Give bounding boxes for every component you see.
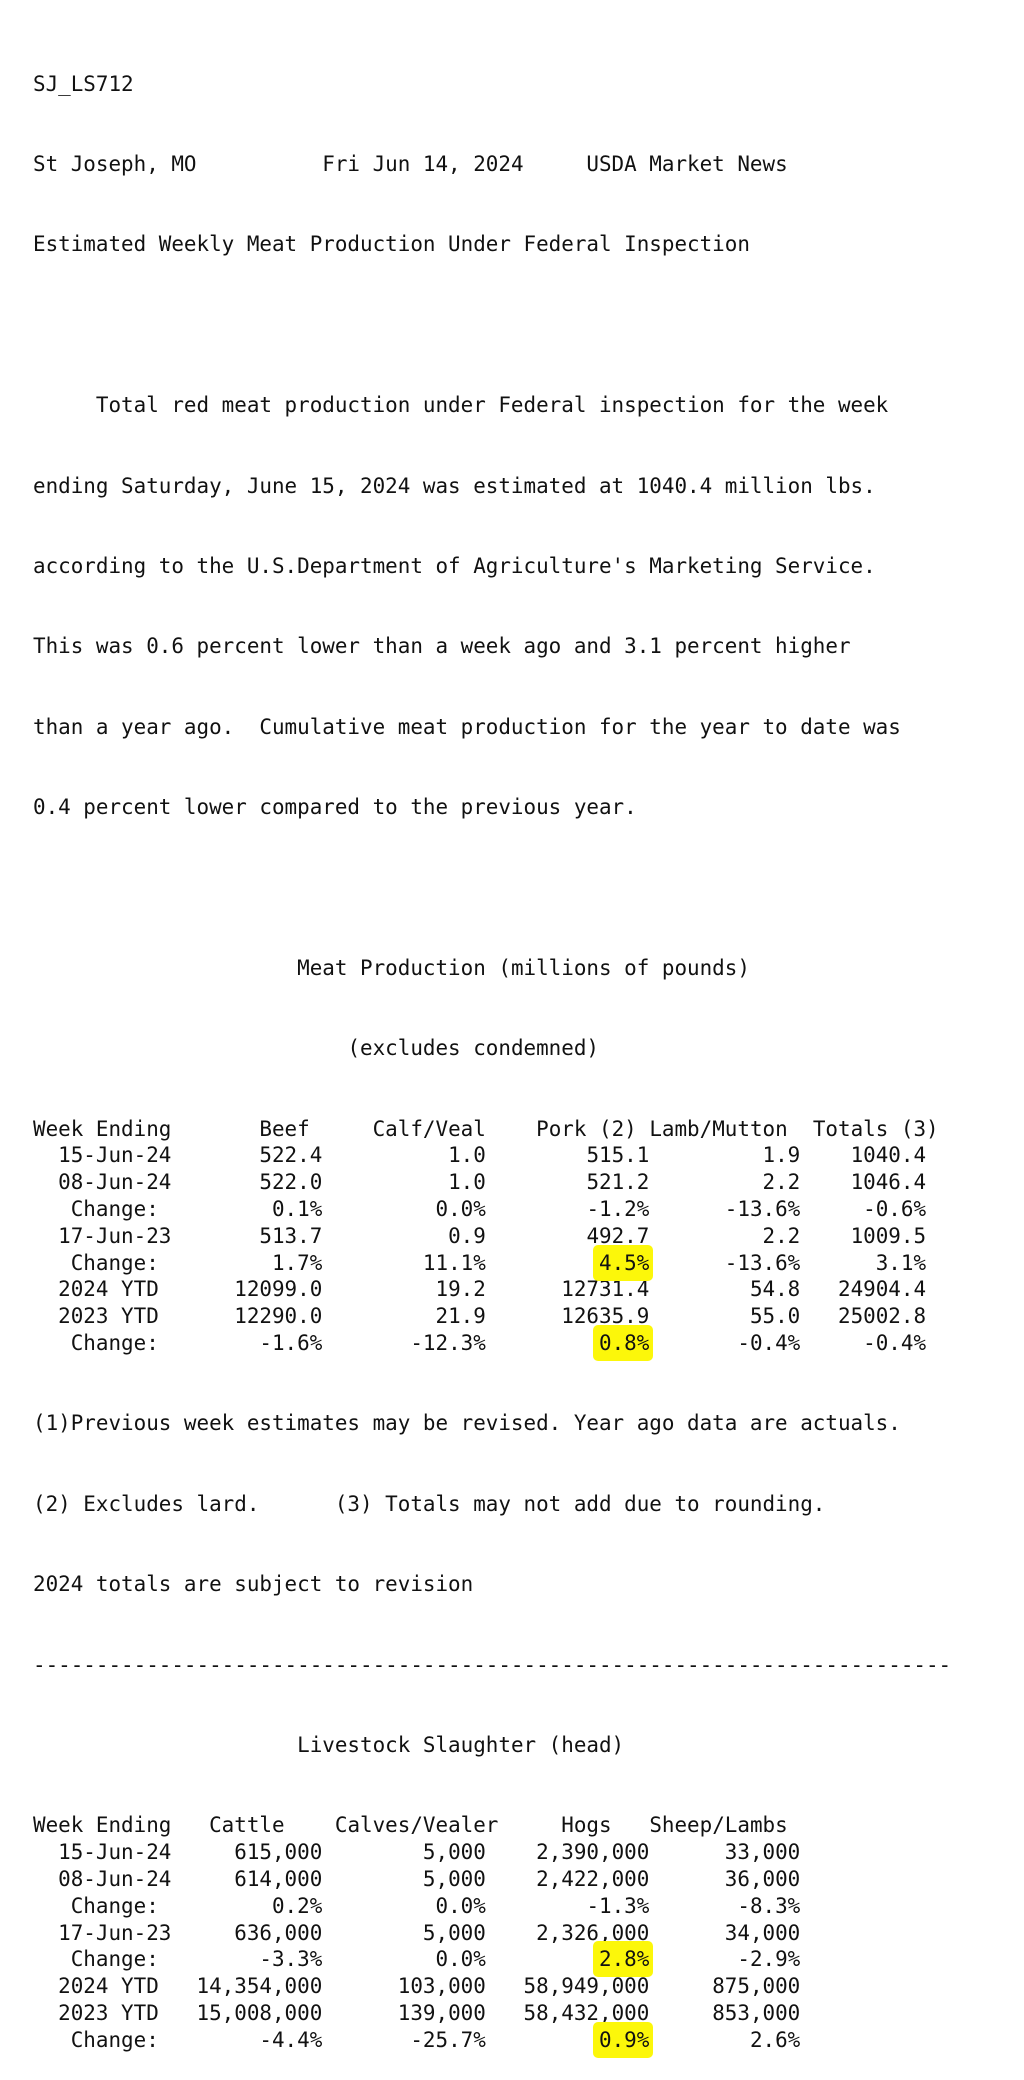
meat-header-row xyxy=(33,1116,951,1143)
livestock-cell: 2.6% xyxy=(749,2027,801,2052)
header-line xyxy=(33,151,951,178)
meat-row xyxy=(33,1303,951,1330)
livestock-cell: 33,000 xyxy=(724,1840,801,1865)
livestock-cell: 58,949,000 xyxy=(523,1974,650,1999)
livestock-column-header: Cattle xyxy=(209,1813,285,1838)
meat-row-label: 15-Jun-24 xyxy=(58,1143,172,1168)
livestock-cell: 875,000 xyxy=(712,1974,801,1999)
meat-production-table xyxy=(33,1116,951,1357)
meat-cell: 55.0 xyxy=(749,1304,801,1329)
livestock-column-header: Week Ending xyxy=(33,1813,172,1838)
summary-line: This was 0.6 percent lower than a week ago and 3.1 percent higher xyxy=(33,634,851,659)
meat-cell: 19.2 xyxy=(435,1277,486,1302)
meat-cell: 515.1 xyxy=(586,1143,650,1168)
market-news-report xyxy=(33,17,951,2080)
meat-cell: 54.8 xyxy=(749,1277,801,1302)
meat-cell: 24904.4 xyxy=(838,1277,927,1302)
meat-cell: 1.0 xyxy=(448,1170,486,1195)
livestock-header-row xyxy=(33,1812,951,1839)
livestock-cell: 0.0% xyxy=(435,1893,486,1918)
livestock-column-header: Sheep/Lambs xyxy=(649,1813,788,1838)
livestock-row xyxy=(33,1866,951,1893)
meat-cell: 1.0 xyxy=(448,1143,486,1168)
livestock-row-label: Change: xyxy=(70,1893,159,1918)
livestock-slaughter-title: Livestock Slaughter (head) xyxy=(297,1733,625,1757)
livestock-row xyxy=(33,1973,951,2000)
livestock-cell: -25.7% xyxy=(410,2027,486,2052)
livestock-cell: -3.3% xyxy=(259,1947,323,1972)
meat-column-header: Totals (3) xyxy=(812,1116,939,1141)
livestock-cell: -4.4% xyxy=(259,2027,323,2052)
meat-cell: 3.1% xyxy=(875,1250,927,1275)
meat-cell: 12290.0 xyxy=(234,1304,323,1329)
meat-cell: 522.4 xyxy=(259,1143,323,1168)
meat-row-label: 2024 YTD xyxy=(58,1277,159,1302)
meat-row xyxy=(33,1330,951,1357)
meat-row-label: Change: xyxy=(70,1197,159,1222)
meat-cell: 0.1% xyxy=(271,1197,323,1222)
livestock-row xyxy=(33,2000,951,2027)
meat-column-header: Pork (2) xyxy=(536,1116,637,1141)
summary-line: 0.4 percent lower compared to the previous year. xyxy=(33,795,637,820)
livestock-column-header: Calves/Vealer xyxy=(334,1813,499,1838)
meat-cell: 1040.4 xyxy=(850,1143,927,1168)
livestock-row-label: 2023 YTD xyxy=(58,2000,159,2025)
meat-production-title: Meat Production (millions of pounds) xyxy=(297,955,750,980)
meat-row xyxy=(33,1196,951,1223)
meat-cell: 513.7 xyxy=(259,1223,323,1248)
meat-cell: 1009.5 xyxy=(850,1223,927,1248)
livestock-slaughter-table xyxy=(33,1812,951,2053)
blank-line xyxy=(33,312,951,339)
livestock-cell: 2,390,000 xyxy=(536,1840,650,1865)
livestock-cell: 0.2% xyxy=(271,1893,323,1918)
meat-column-header: Calf/Veal xyxy=(372,1116,486,1141)
divider: ------------------------------------------------------------------------- xyxy=(33,1652,952,1677)
meat-cell: 25002.8 xyxy=(838,1304,927,1329)
meat-cell: 12731.4 xyxy=(561,1277,650,1302)
report-date: Fri Jun 14, 2024 xyxy=(322,151,587,176)
meat-cell: 12099.0 xyxy=(234,1277,323,1302)
livestock-row xyxy=(33,1893,951,1920)
livestock-cell: 139,000 xyxy=(397,2000,486,2025)
meat-cell: -0.6% xyxy=(863,1197,927,1222)
livestock-cell: 853,000 xyxy=(712,2000,801,2025)
meat-row xyxy=(33,1250,951,1277)
meat-row-label: Change: xyxy=(70,1250,159,1275)
livestock-highlighted-cell: 0.9% xyxy=(599,2027,650,2052)
meat-column-header: Beef xyxy=(259,1116,310,1141)
livestock-row-label: 2024 YTD xyxy=(58,1974,159,1999)
livestock-row xyxy=(33,1946,951,1973)
footnote: (1)Previous week estimates may be revised. Year ago data are actuals. xyxy=(33,1411,901,1436)
meat-row xyxy=(33,1169,951,1196)
livestock-cell: 5,000 xyxy=(422,1920,486,1945)
livestock-cell: 15,008,000 xyxy=(196,2000,323,2025)
meat-cell: 0.9 xyxy=(448,1223,486,1248)
livestock-cell: 2,326,000 xyxy=(536,1920,650,1945)
meat-highlighted-cell: 4.5% xyxy=(599,1250,650,1275)
meat-cell: -0.4% xyxy=(863,1331,927,1356)
meat-row-label: 08-Jun-24 xyxy=(58,1170,172,1195)
livestock-row xyxy=(33,2027,951,2054)
livestock-cell: 34,000 xyxy=(724,1920,801,1945)
summary-line: ending Saturday, June 15, 2024 was estimated at 1040.4 million lbs. xyxy=(33,473,876,498)
report-title: Estimated Weekly Meat Production Under Federal Inspection xyxy=(33,232,750,257)
livestock-row-label: Change: xyxy=(70,1947,159,1972)
meat-cell: 522.0 xyxy=(259,1170,323,1195)
meat-cell: 2.2 xyxy=(762,1223,801,1248)
meat-row-label: 2023 YTD xyxy=(58,1304,159,1329)
meat-row-label: 17-Jun-23 xyxy=(58,1223,172,1248)
meat-cell: 21.9 xyxy=(435,1304,486,1329)
livestock-cell: 58,432,000 xyxy=(523,2000,650,2025)
livestock-cell: -2.9% xyxy=(737,1947,801,1972)
livestock-row-label: 08-Jun-24 xyxy=(58,1866,172,1891)
meat-row xyxy=(33,1142,951,1169)
meat-cell: 1046.4 xyxy=(850,1170,927,1195)
livestock-row-label: 15-Jun-24 xyxy=(58,1840,172,1865)
livestock-cell: 2,422,000 xyxy=(536,1866,650,1891)
meat-cell: -1.6% xyxy=(259,1331,323,1356)
livestock-cell: 615,000 xyxy=(234,1840,323,1865)
summary-line: according to the U.S.Department of Agriculture's Marketing Service. xyxy=(33,553,876,578)
report-source: USDA Market News xyxy=(586,151,788,176)
meat-production-subtitle: (excludes condemned) xyxy=(347,1036,599,1061)
livestock-row-label: Change: xyxy=(70,2027,159,2052)
livestock-cell: 103,000 xyxy=(397,1974,486,1999)
livestock-column-header: Hogs xyxy=(561,1813,612,1838)
meat-cell: 2.2 xyxy=(762,1170,801,1195)
summary-line: than a year ago. Cumulative meat production for the year to date was xyxy=(33,714,901,739)
meat-row xyxy=(33,1223,951,1250)
meat-cell: -12.3% xyxy=(410,1331,486,1356)
livestock-cell: -1.3% xyxy=(586,1893,650,1918)
livestock-row xyxy=(33,1839,951,1866)
meat-highlighted-cell: 0.8% xyxy=(599,1331,650,1356)
summary-line: Total red meat production under Federal inspection for the week xyxy=(33,393,889,418)
livestock-cell: 36,000 xyxy=(724,1866,801,1891)
footnote: 2024 totals are subject to revision xyxy=(33,1572,474,1597)
meat-cell: -0.4% xyxy=(737,1331,801,1356)
meat-row-label: Change: xyxy=(70,1331,159,1356)
meat-column-header: Lamb/Mutton xyxy=(649,1116,788,1141)
livestock-cell: 5,000 xyxy=(422,1866,486,1891)
livestock-cell: 636,000 xyxy=(234,1920,323,1945)
meat-row xyxy=(33,1276,951,1303)
meat-cell: 521.2 xyxy=(586,1170,650,1195)
livestock-highlighted-cell: 2.8% xyxy=(599,1947,650,1972)
location: St Joseph, MO xyxy=(33,151,323,176)
livestock-row xyxy=(33,1920,951,1947)
livestock-row-label: 17-Jun-23 xyxy=(58,1920,172,1945)
report-id: SJ_LS712 xyxy=(33,71,134,96)
meat-column-header: Week Ending xyxy=(33,1116,172,1141)
meat-cell: 1.7% xyxy=(271,1250,323,1275)
footnote: (2) Excludes lard. (3) Totals may not add due to rounding. xyxy=(33,1491,826,1516)
meat-cell: 11.1% xyxy=(422,1250,486,1275)
livestock-cell: 5,000 xyxy=(422,1840,486,1865)
livestock-cell: 614,000 xyxy=(234,1866,323,1891)
blank-line xyxy=(33,875,951,902)
livestock-cell: -8.3% xyxy=(737,1893,801,1918)
meat-cell: 12635.9 xyxy=(561,1304,650,1329)
meat-cell: -1.2% xyxy=(586,1197,650,1222)
meat-cell: 492.7 xyxy=(586,1223,650,1248)
meat-cell: 0.0% xyxy=(435,1197,486,1222)
meat-cell: 1.9 xyxy=(762,1143,801,1168)
meat-cell: -13.6% xyxy=(724,1250,801,1275)
livestock-cell: 14,354,000 xyxy=(196,1974,323,1999)
livestock-cell: 0.0% xyxy=(435,1947,486,1972)
meat-cell: -13.6% xyxy=(724,1197,801,1222)
